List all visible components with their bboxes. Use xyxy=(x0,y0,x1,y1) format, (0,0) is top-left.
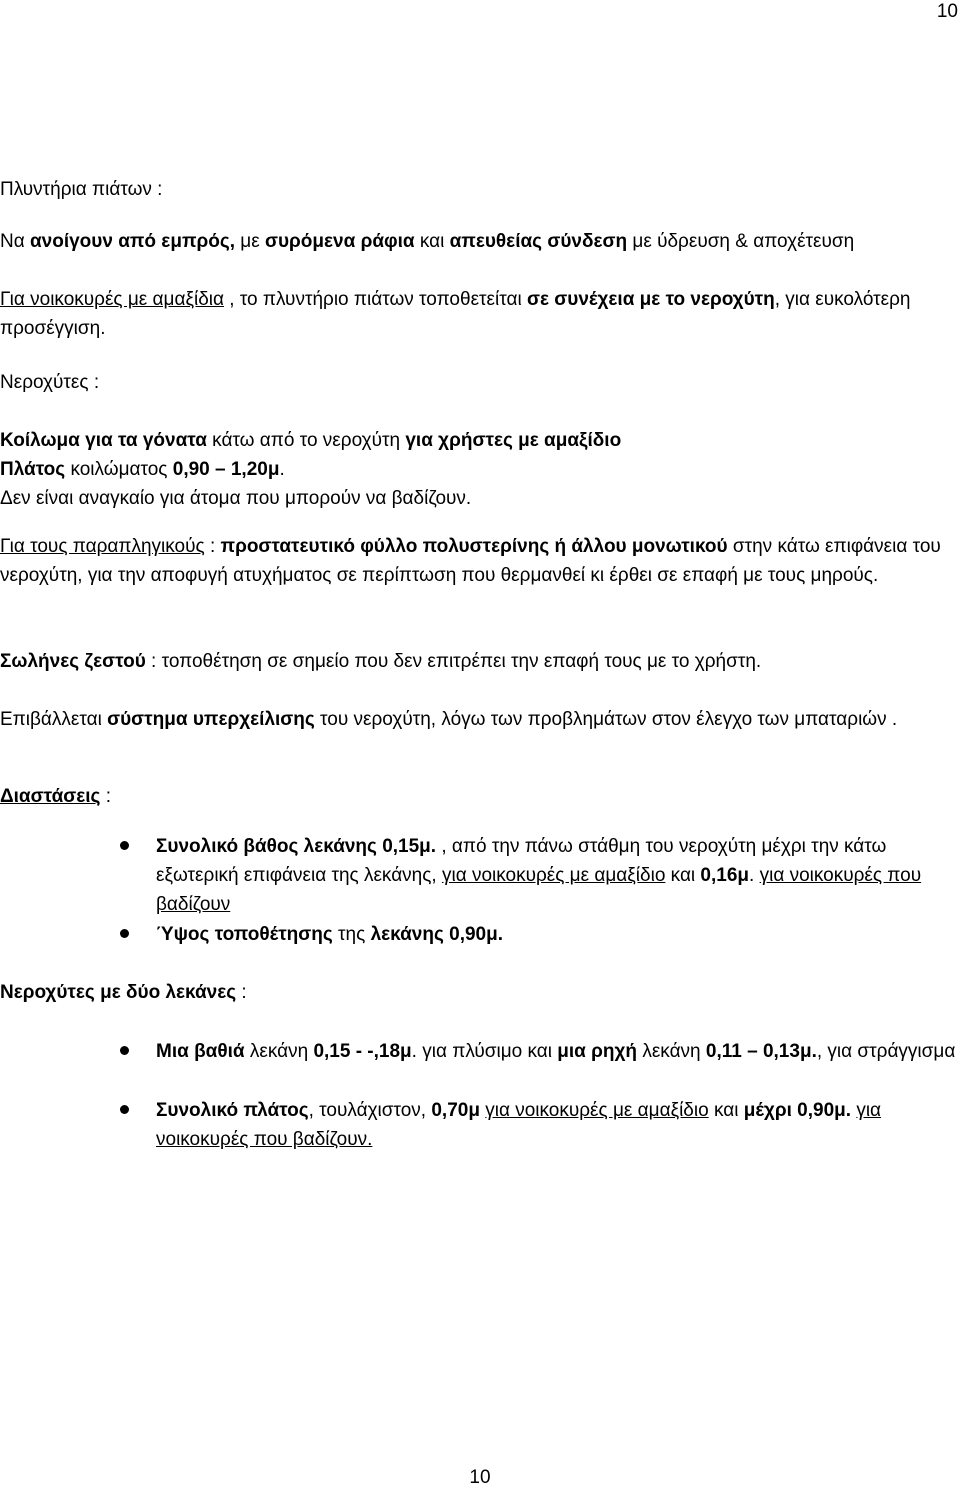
sinks-heading: Νεροχύτες : xyxy=(0,372,100,393)
text-run: σύστημα υπερχείλισης xyxy=(107,709,315,730)
text-run: : xyxy=(100,786,111,807)
text-run: Συνολικό βάθος λεκάνης 0,15μ. xyxy=(156,836,437,857)
text-run: για νοικοκυρές με αμαξίδιο xyxy=(485,1100,709,1121)
text-run: με ύδρευση & αποχέτευση xyxy=(627,231,855,252)
text-run: 0,16μ xyxy=(700,865,750,886)
text-run: και xyxy=(414,231,450,252)
text-run: 0,90 – 1,20μ xyxy=(172,459,280,480)
dimensions-bullet-1-text xyxy=(156,832,956,919)
dimensions-bullet-2 xyxy=(156,920,956,949)
dimensions-heading xyxy=(0,782,950,811)
bullet-dot xyxy=(120,1105,129,1114)
text-run: , τουλάχιστον, xyxy=(308,1100,432,1121)
text-run: , από την πάνω στάθμη του νεροχύτη μέχρι την κάτω εξωτερική επιφάνεια της λεκάνης, xyxy=(156,836,887,886)
text-run: μέχρι 0,90μ. xyxy=(743,1100,852,1121)
text-run: κοιλώματος xyxy=(65,459,173,480)
text-run: 0,11 – 0,13μ. xyxy=(705,1041,817,1062)
sinks-width-line xyxy=(0,455,950,484)
text-run: , το πλυντήριο πιάτων τοποθετείται xyxy=(223,289,527,310)
text-run: και xyxy=(708,1100,744,1121)
bullet-dot xyxy=(120,841,129,850)
text-run: για χρήστες με αμαξίδιο xyxy=(405,430,622,451)
text-run: Διαστάσεις xyxy=(0,786,101,807)
double-sinks-bullet-1 xyxy=(156,1037,956,1066)
text-run: μια ρηχή xyxy=(557,1041,638,1062)
text-run: 0,70μ xyxy=(431,1100,480,1121)
text-run: Επιβάλλεται xyxy=(0,709,108,730)
dimensions-bullet-1 xyxy=(156,832,956,919)
overflow-paragraph xyxy=(0,705,950,734)
dishwasher-paragraph-2 xyxy=(0,285,950,343)
text-run: με xyxy=(235,231,265,252)
text-run: ανοίγουν από εμπρός, xyxy=(29,231,236,252)
sinks-knee-space-line xyxy=(0,426,950,455)
text-run: και xyxy=(665,865,701,886)
text-run: , για ευκολότερη προσέγγιση. xyxy=(0,289,911,339)
dishwasher-paragraph-1 xyxy=(0,227,950,256)
double-sinks-bullet-2-text xyxy=(156,1096,956,1154)
bullet-dot xyxy=(120,1046,129,1055)
text-run: Μια βαθιά xyxy=(156,1041,245,1062)
paraplegic-paragraph xyxy=(0,532,950,590)
text-run: : τοποθέτηση σε σημείο που δεν επιτρέπει την επαφή τους με το χρήστη. xyxy=(145,651,762,672)
text-run: , για στράγγισμα xyxy=(816,1041,956,1062)
text-run: της xyxy=(332,924,371,945)
text-run: . xyxy=(749,865,760,886)
text-run: Πλάτος xyxy=(0,459,66,480)
text-run: Για τους παραπληγικούς xyxy=(0,536,205,557)
text-run: Ύψος τοποθέτησης xyxy=(156,924,333,945)
double-sinks-heading xyxy=(0,978,950,1007)
text-run: Σωλήνες ζεστού xyxy=(0,651,146,672)
page-number-bottom: 10 xyxy=(469,1467,491,1488)
text-run: για νοικοκυρές που βαδίζουν xyxy=(156,865,922,915)
text-run: του νεροχύτη, λόγω των προβλημάτων στον έλεγχο των μπαταριών . xyxy=(314,709,898,730)
dishwasher-heading: Πλυντήρια πιάτων : xyxy=(0,179,163,200)
page-number-top: 10 xyxy=(936,1,958,22)
text-run: για νοικοκυρές με αμαξίδιο xyxy=(441,865,666,886)
text-run: για νοικοκυρές που βαδίζουν. xyxy=(156,1100,882,1150)
text-run: λεκάνη xyxy=(244,1041,314,1062)
text-run: Συνολικό πλάτος xyxy=(156,1100,309,1121)
text-run: στην κάτω επιφάνεια του νεροχύτη, για την αποφυγή ατυχήματος σε περίπτωση που θερμανθεί κι έρθει σε επαφή με τους μηρούς. xyxy=(0,536,941,586)
text-run: απευθείας σύνδεση xyxy=(449,231,628,252)
text-run: Νεροχύτες με δύο λεκάνες xyxy=(0,982,237,1003)
hot-pipes-paragraph xyxy=(0,647,950,676)
text-run: Κοίλωμα για τα γόνατα xyxy=(0,430,207,451)
text-run: Δεν είναι αναγκαίο για άτομα που μπορούν να βαδίζουν. xyxy=(0,488,472,509)
sinks-not-necessary-line xyxy=(0,484,950,513)
text-run: Να xyxy=(0,231,30,252)
text-run: λεκάνη xyxy=(637,1041,706,1062)
text-run: 0,15 - -,18μ xyxy=(313,1041,412,1062)
dimensions-bullet-2-text xyxy=(156,920,956,949)
text-run: Για νοικοκυρές με αμαξίδια xyxy=(0,289,224,310)
text-run: προστατευτικό φύλλο πολυστερίνης ή άλλου μονωτικού xyxy=(220,536,728,557)
double-sinks-bullet-1-text xyxy=(156,1037,956,1066)
text-run: κάτω από το νεροχύτη xyxy=(206,430,406,451)
bullet-dot xyxy=(120,929,129,938)
text-run: . xyxy=(279,459,285,480)
text-run: λεκάνης 0,90μ. xyxy=(370,924,504,945)
text-run: συρόμενα ράφια xyxy=(265,231,415,252)
text-run: : xyxy=(204,536,221,557)
double-sinks-bullet-2 xyxy=(156,1096,956,1154)
text-run: : xyxy=(236,982,247,1003)
text-run: . για πλύσιμο και xyxy=(411,1041,558,1062)
text-run: σε συνέχεια με το νεροχύτη xyxy=(526,289,775,310)
